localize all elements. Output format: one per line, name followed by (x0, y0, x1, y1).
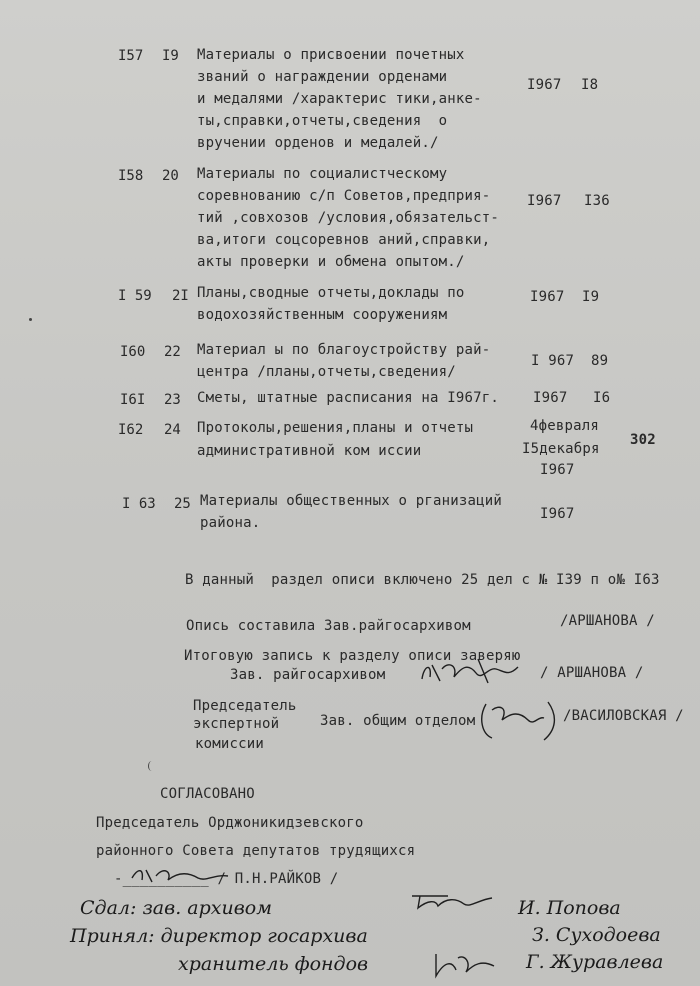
row-title-line: Планы,сводные отчеты,доклады по (197, 285, 465, 301)
row-title-line: Материалы о присвоении почетных (197, 47, 465, 63)
row-subnumber: 25 (174, 496, 191, 512)
row-year: I967 (527, 193, 562, 209)
certified-by-name: / АРШАНОВА / (540, 665, 644, 681)
row-year: I967 (530, 289, 565, 305)
row-title-line: центра /планы,отчеты,сведения/ (197, 364, 456, 380)
row-number: I60 (120, 344, 146, 360)
row-count: 302 (630, 432, 656, 448)
row-year: I967 (540, 506, 575, 522)
commission-label-1: Председатель (193, 698, 297, 714)
row-date-year: I967 (540, 462, 575, 478)
row-title-line: званий о награждении орденами (197, 69, 448, 85)
row-title-line: Сметы, штатные расписания на I967г. (197, 390, 500, 406)
agreed-line-1: Председатель Орджоникидзевского (96, 815, 364, 831)
row-title-line: ты,справки,отчеты,сведения о (197, 113, 448, 129)
row-title-line: Материал ы по благоустройству рай- (197, 342, 491, 358)
row-year: I967 (527, 77, 562, 93)
arshanova-signature (418, 655, 538, 693)
row-number: I 63 (122, 496, 156, 512)
row-title-line: тий ,совхозов /условия,обязательст- (197, 210, 500, 226)
row-subnumber: 23 (164, 392, 181, 408)
handwritten-name-2: З. Суходоева (532, 924, 661, 946)
pencil-mark (148, 761, 155, 771)
handwritten-handed-over: Сдал: зав. архивом (80, 897, 272, 919)
handwritten-keeper: хранитель фондов (178, 953, 369, 975)
row-number: I6I (120, 392, 146, 408)
certification-role: Зав. райгосархивом (230, 667, 386, 683)
row-title-line: ва,итоги соцсоревнов аний,справки, (197, 232, 491, 248)
popova-signature (408, 890, 498, 916)
raikov-signature (128, 862, 248, 890)
row-count: I36 (584, 193, 610, 209)
row-title-line: административной ком иссии (197, 443, 422, 459)
row-date-end: I5декабря (522, 441, 600, 457)
agreed-title: СОГЛАСОВАНО (160, 786, 255, 802)
vasilovskaya-signature (478, 698, 568, 746)
commission-label-2: экспертной (193, 716, 280, 732)
row-count: I9 (582, 289, 600, 305)
row-subnumber: 22 (164, 344, 181, 360)
commission-role: Зав. общим отделом (320, 713, 476, 729)
commission-label-3: комиссии (195, 736, 265, 752)
row-number: I62 (118, 422, 144, 438)
row-subnumber: I9 (162, 48, 179, 64)
row-title-line: соревнованию с/п Советов,предприя- (197, 188, 491, 204)
row-title-line: района. (200, 515, 261, 531)
row-number: I 59 (118, 288, 152, 304)
certification-line: Итоговую запись к разделу описи заверяю (184, 648, 521, 664)
row-title-line: Протоколы,решения,планы и отчеты (197, 420, 474, 436)
row-number: I58 (118, 168, 144, 184)
handwritten-name-1: И. Попова (518, 897, 621, 919)
compiled-by-name: /АРШАНОВА / (560, 613, 655, 629)
row-subnumber: 2I (172, 288, 189, 304)
row-title-line: Материалы по социалистческому (197, 166, 448, 182)
handwritten-name-3: Г. Журавлева (526, 951, 664, 973)
agreed-line-2: районного Совета депутатов трудящихся (96, 843, 416, 859)
row-count: I6 (593, 390, 611, 406)
commission-name: /ВАСИЛОВСКАЯ / (563, 708, 684, 724)
row-title-line: акты проверки и обмена опытом./ (197, 254, 465, 270)
compiled-by-label: Опись составила Зав.райгосархивом (186, 618, 471, 634)
row-count: I8 (581, 77, 599, 93)
row-number: I57 (118, 48, 144, 64)
row-title-line: вручении орденов и медалей./ (197, 135, 439, 151)
summary-statement: В данный раздел описи включено 25 дел с № I39 п о№ I63 (185, 572, 660, 588)
row-title-line: Материалы общественных о рганизаций (200, 493, 503, 509)
zhuravleva-signature (430, 950, 500, 984)
speck-mark (29, 318, 32, 321)
row-year: I967 (533, 390, 568, 406)
row-year: I 967 (531, 353, 575, 369)
agreed-line-3: -__________ / П.Н.РАЙКОВ / (114, 871, 339, 887)
row-title-line: и медалями /характерис тики,анке- (197, 91, 482, 107)
row-subnumber: 20 (162, 168, 179, 184)
row-subnumber: 24 (164, 422, 181, 438)
row-date-start: 4февраля (530, 418, 600, 434)
row-count: 89 (591, 353, 609, 369)
handwritten-received: Принял: директор госархива (70, 925, 368, 947)
row-title-line: водохозяйственным сооружениям (197, 307, 448, 323)
